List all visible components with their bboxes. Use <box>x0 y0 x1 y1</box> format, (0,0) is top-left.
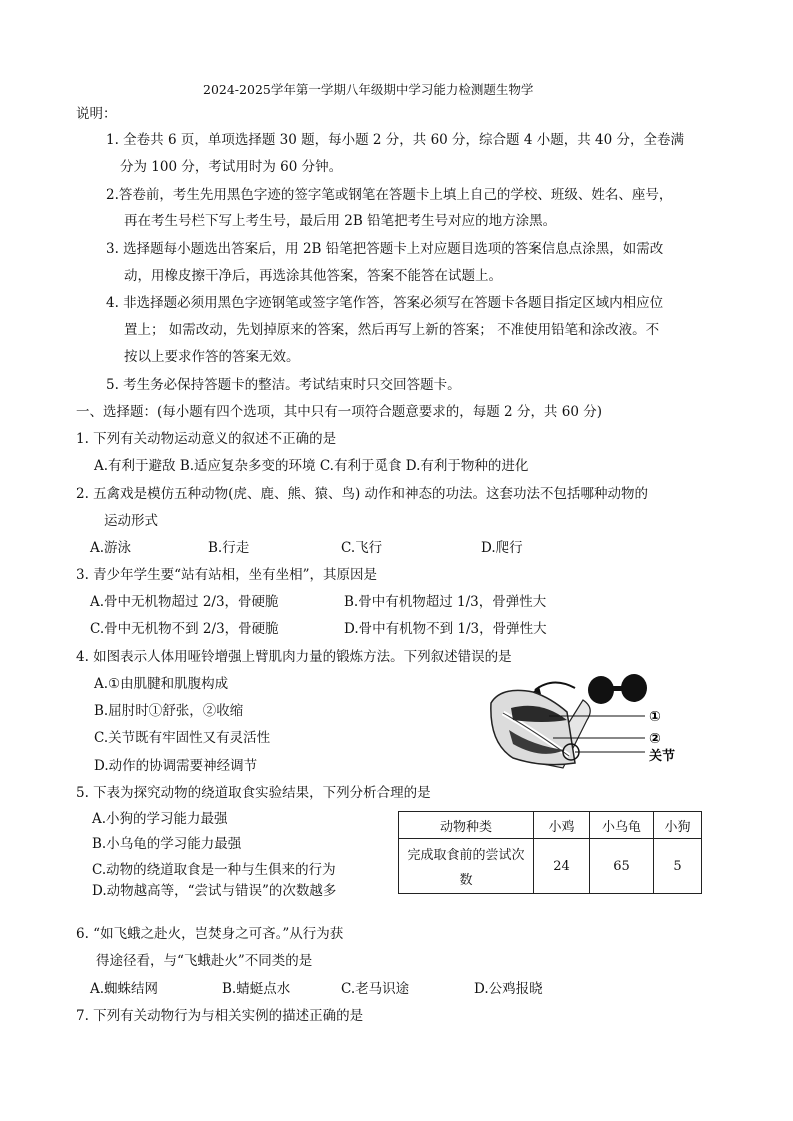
figure-label-2: ② <box>649 731 661 747</box>
table-cell: 65 <box>590 839 654 894</box>
q4-option-a: A.①由肌腱和肌腹构成 <box>94 676 229 692</box>
q1-stem: 1. 下列有关动物运动意义的叙述不正确的是 <box>76 431 337 447</box>
table-header: 小狗 <box>654 812 702 839</box>
note-line: 再在考生号栏下写上考生号，最后用 2B 铅笔把考生号对应的地方涂黑。 <box>124 213 557 229</box>
q2-option-d: D.爬行 <box>481 540 523 556</box>
table-header: 动物种类 <box>399 812 534 839</box>
q5-option-a: A.小狗的学习能力最强 <box>92 811 228 827</box>
q6-option-d: D.公鸡报晓 <box>474 981 543 997</box>
table-header: 小乌龟 <box>590 812 654 839</box>
table-row-label <box>399 839 534 894</box>
q3-option-a: A.骨中无机物超过 2/3，骨硬脆 <box>90 594 279 610</box>
q3-option-c: C.骨中无机物不到 2/3，骨硬脆 <box>90 621 279 637</box>
q4-stem: 4. 如图表示人体用哑铃增强上臂肌肉力量的锻炼方法。下列叙述错误的是 <box>76 649 512 665</box>
q2-option-c: C.飞行 <box>341 540 383 556</box>
note-line: 动，用橡皮擦干净后，再选涂其他答案，答案不能答在试题上。 <box>124 268 502 284</box>
note-line: 1. 全卷共 6 页，单项选择题 30 题，每小题 2 分，共 60 分，综合题 4 小题，共 40 分，全卷满 <box>106 132 684 148</box>
q2-stem-cont: 运动形式 <box>104 513 158 529</box>
q2-option-b: B.行走 <box>208 540 250 556</box>
q6-stem-cont: 得途径看，与“飞蛾赴火”不同类的是 <box>96 953 313 969</box>
page-title: 2024-2025学年第一学期八年级期中学习能力检测题生物学 <box>203 82 534 97</box>
q3-option-b: B.骨中有机物超过 1/3，骨弹性大 <box>344 594 547 610</box>
note-line: 按以上要求作答的答案无效。 <box>124 349 300 365</box>
section-heading: 一、选择题：(每小题有四个选项，其中只有一项符合题意要求的，每题 2 分，共 60 分) <box>76 404 602 420</box>
experiment-table <box>398 811 702 894</box>
figure-label-joint: 关节 <box>649 749 676 764</box>
q5-option-b: B.小乌龟的学习能力最强 <box>92 836 242 852</box>
note-line: 4. 非选择题必须用黑色字迹钢笔或签字笔作答，答案必须写在答题卡各题目指定区域内相应位 <box>106 295 664 311</box>
q3-stem: 3. 青少年学生要“站有站相，坐有坐相”，其原因是 <box>76 567 377 583</box>
q6-stem: 6. “如飞蛾之赴火，岂焚身之可吝。”从行为获 <box>76 926 344 942</box>
note-line: 3. 选择题每小题选出答案后，用 2B 铅笔把答题卡上对应题目选项的答案信息点涂黑，如需改 <box>106 241 664 257</box>
note-line: 置上； 如需改动，先划掉原来的答案，然后再写上新的答案； 不准使用铅笔和涂改液。不 <box>124 322 660 338</box>
q5-option-c: C.动物的绕道取食是一种与生俱来的行为 <box>92 862 336 878</box>
table-header: 小鸡 <box>534 812 590 839</box>
q4-option-d: D.动作的协调需要神经调节 <box>94 758 258 774</box>
q2-stem: 2. 五禽戏是模仿五种动物(虎、鹿、熊、猿、鸟) 动作和神态的功法。这套功法不包括哪种动物的 <box>76 486 648 502</box>
note-line: 分为 100 分，考试用时为 60 分钟。 <box>120 159 343 175</box>
q7-stem: 7. 下列有关动物行为与相关实例的描述正确的是 <box>76 1008 364 1024</box>
q3-option-d: D.骨中有机物不到 1/3，骨弹性大 <box>344 621 547 637</box>
table-cell: 5 <box>654 839 702 894</box>
q2-option-a: A.游泳 <box>90 540 132 556</box>
q6-option-b: B.蜻蜓点水 <box>222 981 291 997</box>
arm-dumbbell-figure <box>483 668 717 772</box>
q6-option-c: C.老马识途 <box>341 981 410 997</box>
table-cell: 24 <box>534 839 590 894</box>
note-line: 2.答卷前，考生先用黑色字迹的签字笔或钢笔在答题卡上填上自己的学校、班级、姓名、座号， <box>106 187 673 203</box>
table-row-label-line1: 完成取食前的尝试次 <box>407 848 525 863</box>
q5-stem: 5. 下表为探究动物的绕道取食实验结果，下列分析合理的是 <box>76 785 431 801</box>
q1-options: A.有利于避敌 B.适应复杂多变的环境 C.有利于觅食 D.有利于物种的进化 <box>94 458 529 474</box>
q5-option-d: D.动物越高等，“尝试与错误”的次数越多 <box>92 883 337 899</box>
table-row-label-line2: 数 <box>459 873 473 888</box>
note-line: 5. 考生务必保持答题卡的整洁。考试结束时只交回答题卡。 <box>106 377 461 393</box>
figure-label-1: ① <box>649 709 661 725</box>
q6-option-a: A.蜘蛛结网 <box>90 981 159 997</box>
q4-option-c: C.关节既有牢固性又有灵活性 <box>94 730 271 746</box>
notes-label: 说明： <box>76 106 117 122</box>
q4-option-b: B.屈肘时①舒张，②收缩 <box>94 703 244 719</box>
